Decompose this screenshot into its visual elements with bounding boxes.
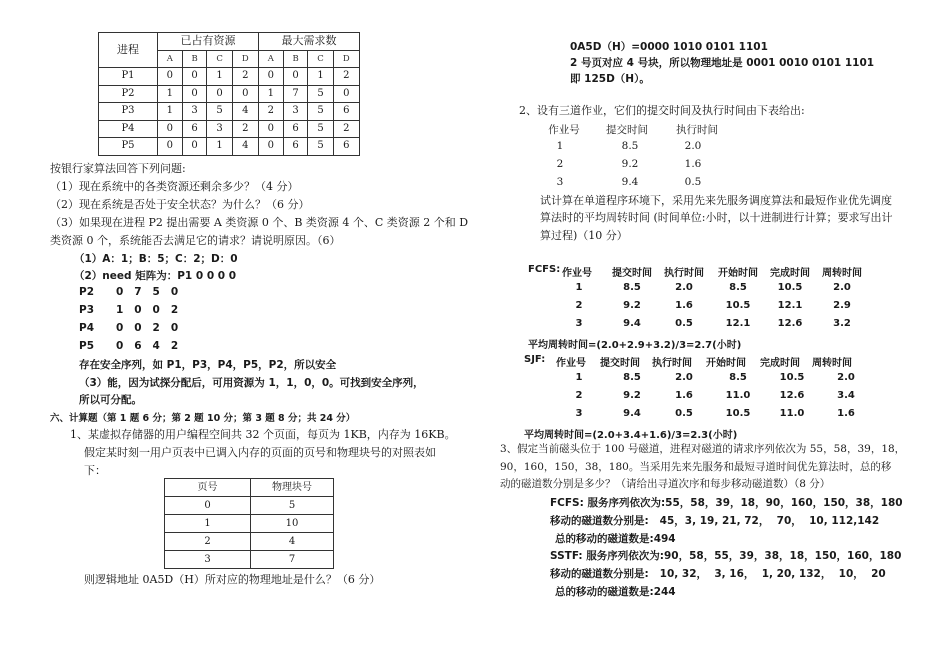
col-header-allocated: 已占有资源 xyxy=(158,33,259,51)
q3-fcfs-moves: 移动的磁道数分别是: 45，3, 19, 21, 72， 70， 10, 112,142 xyxy=(550,515,880,527)
q1-line3: 下： xyxy=(84,464,106,477)
table-row: 0 5 xyxy=(165,497,334,515)
answer1-line2: 2 号页对应 4 号块，所以物理地址是 0001 0010 0101 1101 xyxy=(570,57,875,69)
q1-line1: 1、某虚拟存储器的用户编程空间共 32 个页面，每页为 1KB，内存为 16KB。 xyxy=(70,428,456,441)
section-six-title: 六、计算题（第 1 题 6 分；第 2 题 10 分；第 3 题 8 分；共 24 分） xyxy=(50,413,356,424)
bank-q3-line1: （3）如果现在进程 P2 提出需要 A 类资源 0 个、B 类资源 4 个、C 类资源 2 个和 D xyxy=(50,216,469,229)
bank-safe-sequence: 存在安全序列，如 P1，P3，P4，P5，P2，所以安全 xyxy=(79,359,337,371)
bank-q1: （1）现在系统中的各类资源还剩余多少？（4 分） xyxy=(50,180,299,193)
q1-line2: 假定某时刻一用户页表中已调入内存的页面的页号和物理块号的对照表如 xyxy=(84,446,436,459)
page-table-header-block: 物理块号 xyxy=(251,479,334,497)
q2-line1: 2、设有三道作业，它们的提交时间及执行时间由下表给出: xyxy=(519,104,805,117)
q3-fcfs-sequence: FCFS: 服务序列依次为:55，58，39，18，90，160，150，38，180 xyxy=(550,497,903,509)
table-row: P2 1 0 0 0 1 7 5 0 xyxy=(99,85,360,103)
need-row: P2 0 7 5 0 xyxy=(79,286,179,298)
q2-line2: 试计算在单道程序环境下，采用先来先服务调度算法和最短作业优先调度 xyxy=(540,194,892,207)
q2-line4: 算过程)（10 分） xyxy=(540,229,628,242)
q3-line1: 3、假定当前磁头位于 100 号磁道，进程对磁道的请求序列依次为 55，58，39，18， xyxy=(500,443,906,455)
q2-line3: 算法时的平均周转时间 (时间单位:小时，以十进制进行计算；要求写出计 xyxy=(540,211,893,224)
col-header-process: 进程 xyxy=(99,33,158,68)
table-row: P3 1 3 5 4 2 3 5 6 xyxy=(99,103,360,121)
need-row: P4 0 0 2 0 xyxy=(79,322,179,334)
q3-sstf-sequence: SSTF: 服务序列依次为:90，58，55，39，38，18，150，160，180 xyxy=(550,550,902,562)
bank-answer-1: （1）A：1；B：5；C：2；D：0 xyxy=(74,253,238,265)
q3-line3: 动的磁道数分别是多少？（请给出寻道次序和每步移动磁道数）（8 分） xyxy=(500,478,831,490)
page-table xyxy=(164,478,334,569)
bank-answer-3-line1: （3）能，因为试探分配后，可用资源为 1，1，0，0。可找到安全序列， xyxy=(79,377,424,389)
subheader-row: A B C D A B C D xyxy=(99,50,360,68)
table-row: P4 0 6 3 2 0 6 5 2 xyxy=(99,120,360,138)
bank-q3-line2: 类资源 0 个，系统能否去满足它的请求？请说明原因。（6） xyxy=(50,234,341,247)
bank-answer-2: （2）need 矩阵为：P1 0 0 0 0 xyxy=(74,270,237,282)
q3-fcfs-total: 总的移动的磁道数是:494 xyxy=(555,533,676,545)
q3-sstf-moves: 移动的磁道数分别是: 10, 32， 3, 16， 1, 20, 132， 10， 20 xyxy=(550,568,886,580)
col-header-max: 最大需求数 xyxy=(258,33,359,51)
table-row: 1 10 xyxy=(165,515,334,533)
resource-table xyxy=(98,32,360,156)
bank-answer-3-line2: 所以可分配。 xyxy=(79,394,142,406)
table-row: 2 4 xyxy=(165,533,334,551)
table-row: P1 0 0 1 2 0 0 1 2 xyxy=(99,68,360,86)
q3-line2: 90，160，150，38，180。当采用先来先服务和最短寻道时间优先算法时，总的移 xyxy=(500,461,892,473)
bank-intro: 按银行家算法回答下列问题: xyxy=(50,162,186,175)
q3-sstf-total: 总的移动的磁道数是:244 xyxy=(555,586,676,598)
answer1-line1: 0A5D（H）=0000 1010 0101 1101 xyxy=(570,41,768,53)
answer1-line3: 即 125D（H）。 xyxy=(570,73,650,85)
q1-line4: 则逻辑地址 0A5D（H）所对应的物理地址是什么？（6 分） xyxy=(84,573,381,586)
need-row: P5 0 6 4 2 xyxy=(79,340,179,352)
table-row: 3 7 xyxy=(165,551,334,569)
need-row: P3 1 0 0 2 xyxy=(79,304,179,316)
page-table-header-page: 页号 xyxy=(165,479,251,497)
bank-q2: （2）现在系统是否处于安全状态？为什么？（6 分） xyxy=(50,198,310,211)
table-row: P5 0 0 1 4 0 6 5 6 xyxy=(99,138,360,156)
